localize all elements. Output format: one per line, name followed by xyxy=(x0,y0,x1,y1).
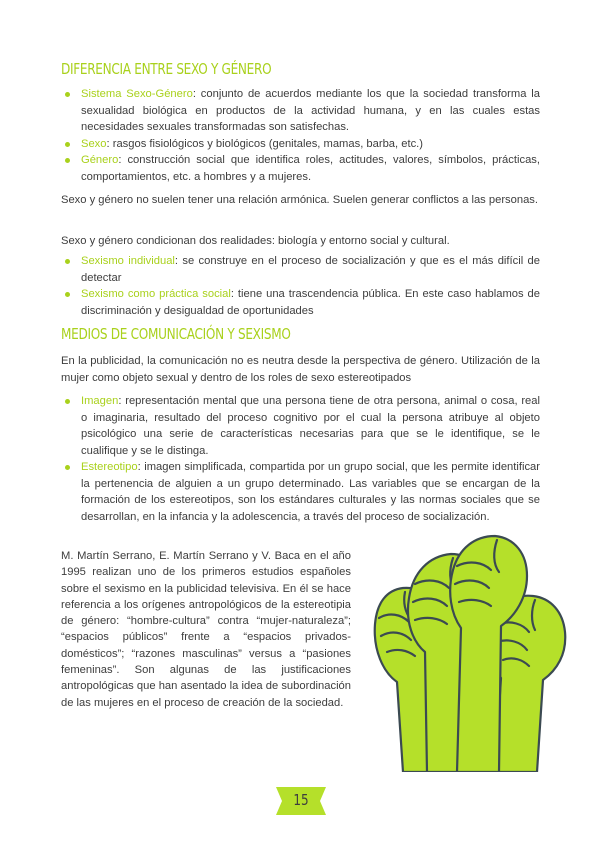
term-definition: : conjunto de acuerdos mediante los que la sociedad transforma la sexualidad biológica en productos de la actividad humana, y en las cuales estas necesidades sexuales transformadas son satisfechas. xyxy=(81,88,540,133)
page-number-badge xyxy=(276,787,326,815)
sexism-types-list xyxy=(61,253,540,319)
list-item xyxy=(61,393,540,459)
list-item xyxy=(61,152,540,185)
page-number: 15 xyxy=(293,791,309,809)
list-item xyxy=(61,136,540,153)
definitions-list xyxy=(61,86,540,185)
term-definition: : construcción social que identifica roles, actitudes, valores, símbolos, prácticas, comportamientos, etc. a hombres y a mujeres. xyxy=(81,154,540,183)
list-item xyxy=(61,86,540,136)
term-definition: : imagen simplificada, compartida por un grupo social, que les permite identificar la pertenencia de alguien a un grupo determinado. Las variables que se encargan de la formación de los estereotipos, son los estándares culturales y las normas sociales que se desarrollan, en la infancia y la adolescencia, a través del proceso de socialización. xyxy=(81,461,540,523)
term-definition: : se construye en el proceso de socialización y que es el más difícil de detectar xyxy=(81,255,540,284)
paragraph: En la publicidad, la comunicación no es neutra desde la perspectiva de género. Utilización de la mujer como objeto sexual y dentro de los roles de sexo estereotipados xyxy=(61,355,540,384)
term-label: Sexismo como práctica social xyxy=(81,288,231,300)
term-label: Imagen xyxy=(81,395,119,407)
paragraph: Sexo y género condicionan dos realidades: biología y entorno social y cultural. xyxy=(61,235,450,247)
term-label: Sexismo individual xyxy=(81,255,175,267)
term-label: Sexo xyxy=(81,137,107,150)
media-definitions-list xyxy=(61,393,540,525)
list-item xyxy=(61,459,540,525)
term-label: Estereotipo xyxy=(81,461,138,473)
term-definition: : tiene una trascendencia pública. En este caso hablamos de discriminación y desigualdad de oportunidades xyxy=(81,288,540,317)
term-definition: : rasgos fisiológicos y biológicos (genitales, mamas, barba, etc.) xyxy=(106,137,424,150)
term-label: Sistema Sexo-Género xyxy=(81,88,193,100)
term-label: Género xyxy=(81,154,119,166)
list-item xyxy=(61,286,540,319)
paragraph: Sexo y género no suelen tener una relación armónica. Suelen generar conflictos a las personas. xyxy=(61,194,539,206)
list-item xyxy=(61,253,540,286)
paragraph-study: M. Martín Serrano, E. Martín Serrano y V. Baca en el año 1995 realizan uno de los primeros estudios españoles sobre el sexismo en la publicidad televisiva. En él se hace referencia a los orígenes antropológicos de la estereotipia de género: “hombre-cultura” contra “mujer-naturaleza”; “espacios públicos” frente a “espacios privados-domésticos”; “razones masculinas” versus a “pasiones femeninas”. Son algunas de las justificaciones antropológicas que han asentado la idea de subordinación de las mujeres en el proceso de creación de la sociedad. xyxy=(61,550,351,709)
section-heading-sexo-genero: DIFERENCIA ENTRE SEXO Y GÉNERO xyxy=(61,60,272,78)
raised-fists-icon xyxy=(365,532,570,772)
section-heading-medios: MEDIOS DE COMUNICACIÓN Y SEXISMO xyxy=(61,325,291,343)
term-definition: : representación mental que una persona tiene de otra persona, animal o cosa, real o imaginaria, resultado del proceso cognitivo por el cual la persona atribuye al objeto psicológico una serie de características necesarias para que se le identifique, se le cualifique y se le distinga. xyxy=(81,395,540,457)
